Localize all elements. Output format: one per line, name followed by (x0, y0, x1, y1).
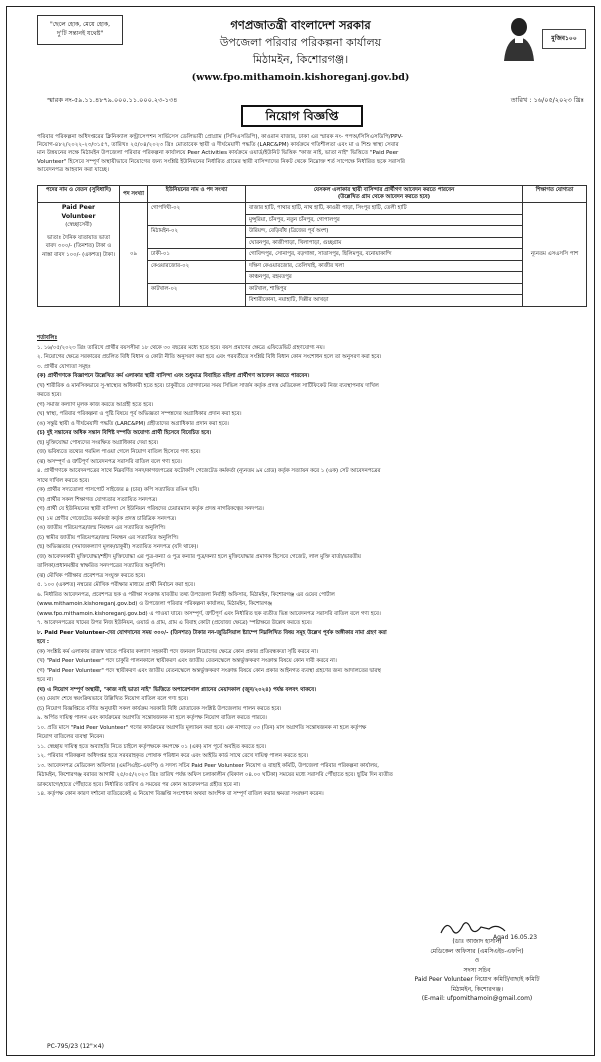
motto-line-2: দু'টি সন্তানই যথেষ্ট" (56, 30, 104, 37)
office-name: উপজেলা পরিবার পরিকল্পনা কার্যালয় (219, 36, 382, 49)
terms-line: ২. নিয়োগের ক্ষেত্রে সরকারের প্রচলিত বিধি বিধান ও কোটা নীতি অনুসরণ করা হবে এবং পরবর্তীতে সংশ্লিষ্ট বিধি বিধান কোন সংশোধন হলে তা অনুসরণ করা হবে। (37, 354, 382, 360)
union-name: ঢাকী-০১ (148, 249, 246, 261)
union-name: গোপদিঘী-০২ (148, 203, 246, 226)
terms-line: (ক) প্রার্থীর সদ্যতোলা পাসপোর্ট সাইজের ৪ (চার) কপি সত্যায়িত রঙিন ছবি। (37, 487, 200, 493)
terms-line: ৩. প্রার্থীর যোগ্যতা সমূহঃ (37, 363, 91, 370)
terms-line: (চ) দুই সন্তানের অধিক সন্তান বিশিষ্ট দম্পতি অযোগ্য প্রার্থী হিসেবে বিবেচিত হবে। (37, 430, 212, 436)
terms-line: ৬. নির্ধারিত আবেদনপত্র, প্রবেশপত্র ছক ও পরীক্ষা সংক্রান্ত যাবতীয় তথ্য উপজেলা নির্বাহী অফিসার, মিঠামইন, কিশোরগঞ্জ এর ওয়েব পোর্টাল (37, 591, 335, 598)
area-cell: মুন্সুরিয়া, চাঁনপুর, নতুন চাঁনপুর, গোপালপুর (246, 214, 523, 226)
terms-line: (চ) নিয়োগ বিজ্ঞপ্তিতে বর্ণিত অনুযায়ী সকল কার্যক্রম সরকারি বিধি মোতাবেক সংশ্লিষ্ট উপজেলায় পালন করতে হবে। (37, 705, 282, 712)
motto-line-1: "ছেলে হোক, মেয়ে হোক, (49, 21, 110, 28)
signatory-name: (ডাঃ আজাদ হাসান) (452, 938, 502, 945)
area-cell: কাটখাল, শান্তিপুর (246, 283, 523, 295)
terms-line: ডাকযোগে/হাতে পৌঁছাতে হবে। নির্ধারিত তারিখ ও সময়ের পর কোন আবেদনপত্র গ্রহীত হবে না। (37, 781, 241, 788)
terms-line: (ক) সংশ্লিষ্ট কর্ম এলাকায় রাজস্ব খাতে পরিবার কল্যাণ সহকারী পদে জনবল নিয়োগের ক্ষেত্রে কোন প্রকার প্রতিবন্ধকতা সৃষ্টি করবে না। (37, 648, 318, 655)
office-location: মিঠামইন, কিশোরগঞ্জ। (252, 53, 349, 66)
terms-line: (ছ) মুক্তিযোদ্ধা পোষ্যদের সংরক্ষিত অগ্রাধিকার দেয়া হবে। (37, 439, 159, 446)
intro-line: আবেদনপত্র আহবান করা যাচ্ছে। (37, 166, 109, 173)
post-type: (স্বেচ্ছাসেবী) (65, 222, 92, 228)
terms-line: (ঝ) মৌখিক পরীক্ষার প্রবেশপত্র সংযুক্ত করতে হবে। (37, 572, 146, 579)
total-posts: ০৯ (120, 203, 148, 307)
union-name: মিঠামইন-০২ (148, 226, 246, 249)
intro-line: Volunteer" হিসেবে সম্পূর্ণ অস্থায়ীভাবে নিয়োগের জন্য সংশ্লিষ্ট ইউনিয়নের নির্ধারিত গ্রামের স্থায়ী বাসিন্দাদের নিকট থেকে নিম্নোক্ত শর্ত সাপেক্ষে নির্ধারিত ছকে সরাসরি (37, 158, 406, 165)
terms-heading: শর্তাবলিঃ (37, 335, 58, 341)
terms-line: (ঙ) সন্তুষ্ট স্থায়ী ও দীর্ঘমেয়াদী পদ্ধতি (LARC&PM) গ্রহীতাদের অগ্রাধিকার প্রদান করা হবে। (37, 420, 229, 427)
terms-line: (ঙ) জাতীয় পরিচয়পত্র/জন্ম নিবন্ধন এর সত্যায়িত অনুলিপি। (37, 525, 166, 531)
signature-handwriting: Agad 16.05.23 (493, 934, 538, 941)
portrait-icon (500, 15, 538, 61)
intro-paragraph (37, 133, 587, 174)
header-post: পদের নাম ও বেতন (সুবিধাদি) (38, 186, 120, 203)
terms-line: ১৪. কর্তৃপক্ষ কোন কারণ দর্শানো ব্যতিরেকেই এ নিয়োগ বিজ্ঞপ্তি সংশোধন অথবা আংশিক বা সম্পূর্ণ বাতিল করার ক্ষমতা সংরক্ষণ করেন। (37, 791, 324, 797)
memo-date: তারিখ : ১৬/০৫/২০২৩ খ্রিঃ (510, 96, 584, 104)
header-count: পদ সংখ্যা (120, 186, 148, 203)
signatory-location: মিঠামইন, কিশোরগঞ্জ। (451, 985, 503, 993)
terms-line: ১. ১৬/০৫/২০২৩ খ্রিঃ তারিখে প্রার্থীর বয়সসীমা ১৮ থেকে ৩০ বছরের মধ্যে হতে হবে। বয়স প্রমাণের ক্ষেত্রে এফিডেভিট গ্রহণযোগ্য নয়। (37, 344, 325, 351)
logo-text: মুজিব১০০ (551, 35, 577, 42)
terms-line: ৭. আবেদনপত্রের খামের উপর নিজ ইউনিয়ন, ওয়ার্ড ও গ্রাম, গ্রাম এ বিবাহ কোটা (প্রযোজ্য ক্ষেত্রে) স্পষ্টাক্ষরে উল্লেখ করতে হবে। (37, 620, 312, 626)
post-pay: ভাতাঃ দৈনিক যাতায়াত ভাতা বাবদ ৩০০/- (তিনশত) টাকা ও নাস্তা বাবদ ১০০/- (একশত) টাকা। (42, 234, 115, 258)
area-cell: বাজার হাটি, পাথার হাটি, নাথ হাটি, কাওরী পাড়া, সিংপুর হাটি, তেলী হাটি (246, 203, 523, 215)
signatory-and: ও (474, 957, 480, 964)
header-area-main: যেসকল এলাকার স্থায়ী বাসিন্দার প্রার্থীগণ আবেদন করতে পারবেন (313, 187, 455, 193)
area-cell: গোবিন্দপুর, সোনাপুর, বড়গাঙ্গা, সাতাসপুর, ছিলিমপুর, বনোয়াকান্দি (246, 249, 523, 261)
union-name: কেওয়ারজোর-০২ (148, 260, 246, 283)
terms-line: তালিকা/প্রধানমন্ত্রীর স্বাক্ষরিত সনদপত্রের সত্যায়িত অনুলিপি। (37, 563, 166, 569)
terms-line: (খ) শারীরিক ও মানসিকভাবে সু-স্বাস্থ্যের অধিকারী হতে হবে। চাকুরীতে যোগদানের সময় সিভিল সার্জন কর্তৃক প্রদত্ত মেডিকেল সার্টিফিকেট নিজ ব্যবস্থাপনায় দাখিল (37, 382, 379, 389)
area-cell: দক্ষিণ কেওয়ারজোর, তেলিখাই, কাজীর খলা (246, 260, 523, 272)
terms-line: ১১. স্বেচ্ছায় দায়িত্ব হতে অব্যাহতি নিতে চাইলে কর্তৃপক্ষকে কমপক্ষে ০১ (এক) মাস পূর্বে অবহিত করতে হবে। (37, 743, 267, 750)
terms-line: (ছ) অভিজ্ঞতার (সমাজকল্যাণ মূলক/চাকুরী) সত্যায়িত সনদপত্র (যদি থাকে)। (37, 544, 199, 550)
terms-line: (ঝ) অসম্পূর্ণ ও ত্রুটিপূর্ণ আবেদনপত্র সরাসরি বাতিল বলে গণ্য হবে। (37, 458, 182, 465)
memo-number: স্মারক নং-৫৯.১১.৪৮৭৯.০০০.১১.০০০.২৩-১৩৪ (47, 96, 178, 104)
government-name: গণপ্রজাতন্ত্রী বাংলাদেশ সরকার (230, 18, 371, 32)
area-cell: ঘোরনপুর, কাজীপাড়া, খিলাপাড়া, গুচ্ছগ্রাম (246, 237, 523, 249)
terms-line: ১২. পরিবার পরিকল্পনা অধিদপ্তর হতে সরবরাহকৃত পোষাক পরিধান করে এবং আইডি কার্ড সাথে রেখে দায়িত্ব পালন করতে হবে। (37, 753, 309, 759)
table-header-row (38, 186, 587, 203)
header-union: ইউনিয়নের নাম ও পদ সংখ্যা (148, 186, 246, 203)
terms-line: হবে : (37, 639, 50, 645)
area-cell: উরিয়ন্দ, বেড়িবাঁধ (ব্রিজের পূর্ব অংশ) (246, 226, 523, 238)
header-area-sub: (উল্লেখিত গ্রাম থেকে আবেদন করতে হবে) (337, 194, 431, 200)
office-website: (www.fpo.mithamoin.kishoreganj.gov.bd) (191, 72, 410, 83)
terms-line: (খ) "Paid Peer Volunteer" পদে চাকুরি পালনকালে স্থায়ীকরণ এবং জাতীয় বেতনস্কেলে অন্তর্ভুক্তকরণ সংক্রান্ত বিষয়ে কোন দাবী করবে না। (37, 658, 337, 664)
terms-line: সাথে দাখিল করতে হবে। (37, 477, 90, 484)
vacancy-table (37, 185, 587, 307)
terms-line: (খ) প্রার্থীর সকল শিক্ষাগত যোগ্যতার সত্যায়িত সনদপত্র। (37, 496, 158, 503)
signatory-committee: Paid Peer Volunteer নিয়োগ কমিটি/বাছাই কমিটি (414, 976, 540, 983)
document-page (6, 6, 595, 1056)
terms-line: হবে না। (37, 677, 54, 683)
terms-line: (গ) সমাজ কল্যাণ মূলক কাজ করতে আগ্রহী হতে হবে। (37, 401, 154, 408)
intro-line: নিয়োগ-৪৮২/২০২২-২৩/৩১৫৭, তারিখঃ ২৫/০৪/২০২৩ খ্রিঃ মোতাবেক স্থায়ী ও দীর্ঘমেয়াদী পদ্ধতি (LARC&PM) কার্যক্রমে গতিশীলতা এবং মা ও শিশু স্বাস্থ্য সেবার (37, 142, 399, 149)
terms-line: মিঠামইন, কিশোরগঞ্জ বরাবর আগামী ২৫/০৫/২০২৩ খ্রিঃ তারিখ পর্যন্ত অফিস চলাকালীন (বিকাল ০৪.০০ ঘটিকা) সময়ের মধ্যে সরাসরি পৌঁছাতে হবে। ছুটির দিন ব্যতীত (37, 772, 393, 778)
post-title-1: Paid Peer (61, 204, 96, 211)
terms-line: ৪. প্রার্থীগণকে আবেদনপত্রের সাথে নিম্নবর্ণিত সনদ/কাগজপত্রের ফটোকপি গেজেটেড কর্মকর্তা (ন্যূনতম ৯ম গ্রেড) কর্তৃক সত্যায়ন করে ১ (এক) সেট আবেদনপত্রের (37, 468, 381, 474)
terms-line: ১০. প্রতি মাসে "Paid Peer Volunteer" গণের কার্যক্রমের অগ্রগতি মূল্যায়ন করা হবে। এক নাগাড়ে ০৩ (তিন) মাস অগ্রগতি সন্তোষজনক না হলে কর্তৃপক্ষ (37, 724, 367, 731)
signatory-secretary: সদস্য সচিব (463, 966, 491, 974)
terms-line: (ঘ) ১ম শ্রেণীর গেজেটেড কর্মকর্তা কর্তৃক প্রদত্ত চারিত্রিক সনদপত্র। (37, 515, 177, 522)
terms-line: (ঘ) এ নিয়োগ সম্পূর্ণ অস্থায়ী, "কাজ নাই ভাতা নাই" ভিত্তিতে অপারেশনাল প্ল্যানের মেয়াদকাল (জুন/২০২৪) পর্যন্ত বলবৎ থাকবে। (37, 686, 317, 693)
terms-section (37, 334, 587, 800)
signatory-email: (E-mail: ufpomithamoin@gmail.com) (421, 995, 533, 1002)
terms-line: ৫. ১০০ (একশত) নম্বরের মৌখিক পরীক্ষার মাধ্যমে প্রার্থী নির্বাচন করা হবে। (37, 582, 195, 588)
table-row (38, 203, 587, 215)
notice-title: নিয়োগ বিজ্ঞপ্তি (241, 105, 363, 127)
signature-block (367, 937, 587, 1004)
terms-line: (চ) স্বামীর জাতীয় পরিচয়পত্র/জন্ম নিবন্ধন এর সত্যায়িত অনুলিপি। (37, 534, 179, 541)
header-area (246, 186, 523, 203)
terms-line: নিয়োগ বাতিলের ব্যবস্থা নিবেন। (37, 734, 105, 740)
header-qualification: শিক্ষাগত যোগ্যতা (523, 186, 587, 203)
terms-line: (গ) "Paid Peer Volunteer" পদে স্থায়ীকরণ এবং জাতীয় বেতনস্কেলে অন্তর্ভুক্তকরণ সংক্রান্ত বিষয়ে কোন প্রকার আইনগত ব্যবস্থা গ্রহণের জন্য আদালতের দ্বারস্থ (37, 667, 381, 674)
terms-line: (জ) ভবিষ্যতে তথ্যের গরমিল পাওয়া গেলে নিয়োগ বাতিল হিসেবে গণ্য হবে। (37, 449, 201, 455)
terms-line: (গ) প্রার্থী যে ইউনিয়নের স্থায়ী বাসিন্দা সে ইউনিয়ন পরিষদের চেয়ারম্যান কর্তৃক প্রদত্ত নাগরিকত্বের সনদপত্র। (37, 506, 264, 512)
terms-line: করতে হবে। (37, 392, 62, 398)
terms-line: (ক) প্রার্থীগণকে বিজ্ঞাপনে উল্লেখিত কর্ম এলাকার স্থায়ী বাসিন্দা এবং শুধুমাত্র বিবাহিত মহিলা প্রার্থীগণ আবেদন করতে পারবেন। (37, 373, 310, 379)
terms-line: ১৩. আবেদনপত্র মেডিকেল অফিসার (এমসিএইচ-এফপি) ও সদস্য সচিব Paid Peer Volunteer নিয়োগ ও বাছাই কমিটি, উপজেলা পরিবার পরিকল্পনা কার্যালয়, (37, 762, 379, 769)
post-title-2: Volunteer (61, 212, 96, 220)
terms-line: (www.mithamoin.kishoreganj.gov.bd) ও উপজেলা পরিবার পরিকল্পনা কার্যালয়, মিঠামইন, কিশোরগঞ্জ (37, 601, 272, 607)
union-name: কাটখাল-০২ (148, 283, 246, 306)
area-cell: বিশারীকোনা, নয়াহাটি, দিল্লীর আখড়া (246, 295, 523, 307)
terms-line: (ঙ) মেয়াদ শেষে স্বয়ংক্রিয়ভাবে উল্লিখিত নিয়োগ বাতিল বলে গণ্য হবে। (37, 696, 189, 702)
qualification-cell: ন্যূনতম এসএসসি পাশ (523, 203, 587, 307)
print-code: PC-795/23 (12"×4) (47, 1043, 104, 1050)
terms-line: (ঘ) স্বাস্থ্য, পরিবার পরিকল্পনা ও পুষ্টি বিষয়ে পূর্ব অভিজ্ঞতা সম্পন্নদের অগ্রাধিকার প্রদান করা হবে। (37, 411, 242, 417)
intro-line: পরিবার পরিকল্পনা অধিদপ্তরের ক্লিনিক্যাল কন্ট্রাসেপশন সার্ভিসেস ডেলিভারী প্রোগ্রাম (সিসিএসডিপি), কাওরান বাজার, ঢাকা এর স্মারক নং- পপঅ/সিসিএসডিপি/PPV- (37, 134, 403, 140)
area-cell: কাঞ্চনপুর, রহমতপুর (246, 272, 523, 284)
mujib-100-logo (542, 29, 586, 49)
intro-line: মান উন্নয়নের লক্ষে মিঠামইন উপজেলা পরিবার পরিকল্পনা কার্যালয়ে Peer Activities কার্যক্রমে ওয়ার্ড/ইউনিট ভিত্তিক "কাজ নাই, ভাতা নাই" ভিত্তিতে "Paid Peer (37, 150, 399, 157)
terms-line: ৯. অর্পিত দায়িত্ব পালন এবং কার্যক্রমের অগ্রগতি সন্তোষজনক না হলে কর্তৃপক্ষ নিয়োগ বাতিল করতে পারবে। (37, 715, 267, 721)
signatory-role: মেডিকেল অফিসার (এমসিএইচ-এফপি) (430, 947, 524, 955)
terms-line: (www.fpo.mithamoin.kishoreganj.gov.bd) এ পাওয়া যাবে। অসম্পূর্ণ, ত্রুটিপূর্ণ এবং নির্ধারিত ছক ব্যতীত ভিন্ন আবেদনপত্র সরাসরি বাতিল বলে গণ্য হবে। (37, 610, 381, 617)
post-cell (38, 203, 120, 307)
terms-line: ৮. Paid Peer Volunteer-দের যোগদানের সময় ৩০০/- (তিনশত) টাকার নন-জুডিসিয়াল ষ্ট্যাম্পে নিম্নলিখিত বিষয় সমূহ উল্লেখ পূর্বক অঙ্গীকার নামা গ্রহণ করা (37, 629, 387, 636)
terms-line: (জ) আবেদনকারী মুক্তিযোদ্ধা/শহীদ মুক্তিযোদ্ধা এর পুত্র-কন্যা ও পুত্র কন্যার পুত্র/কন্যা হলে মুক্তিযোদ্ধার প্রমাণক হিসেবে গেজেট, লাল মুক্তি বার্তা/ভারতীয় (37, 553, 361, 560)
